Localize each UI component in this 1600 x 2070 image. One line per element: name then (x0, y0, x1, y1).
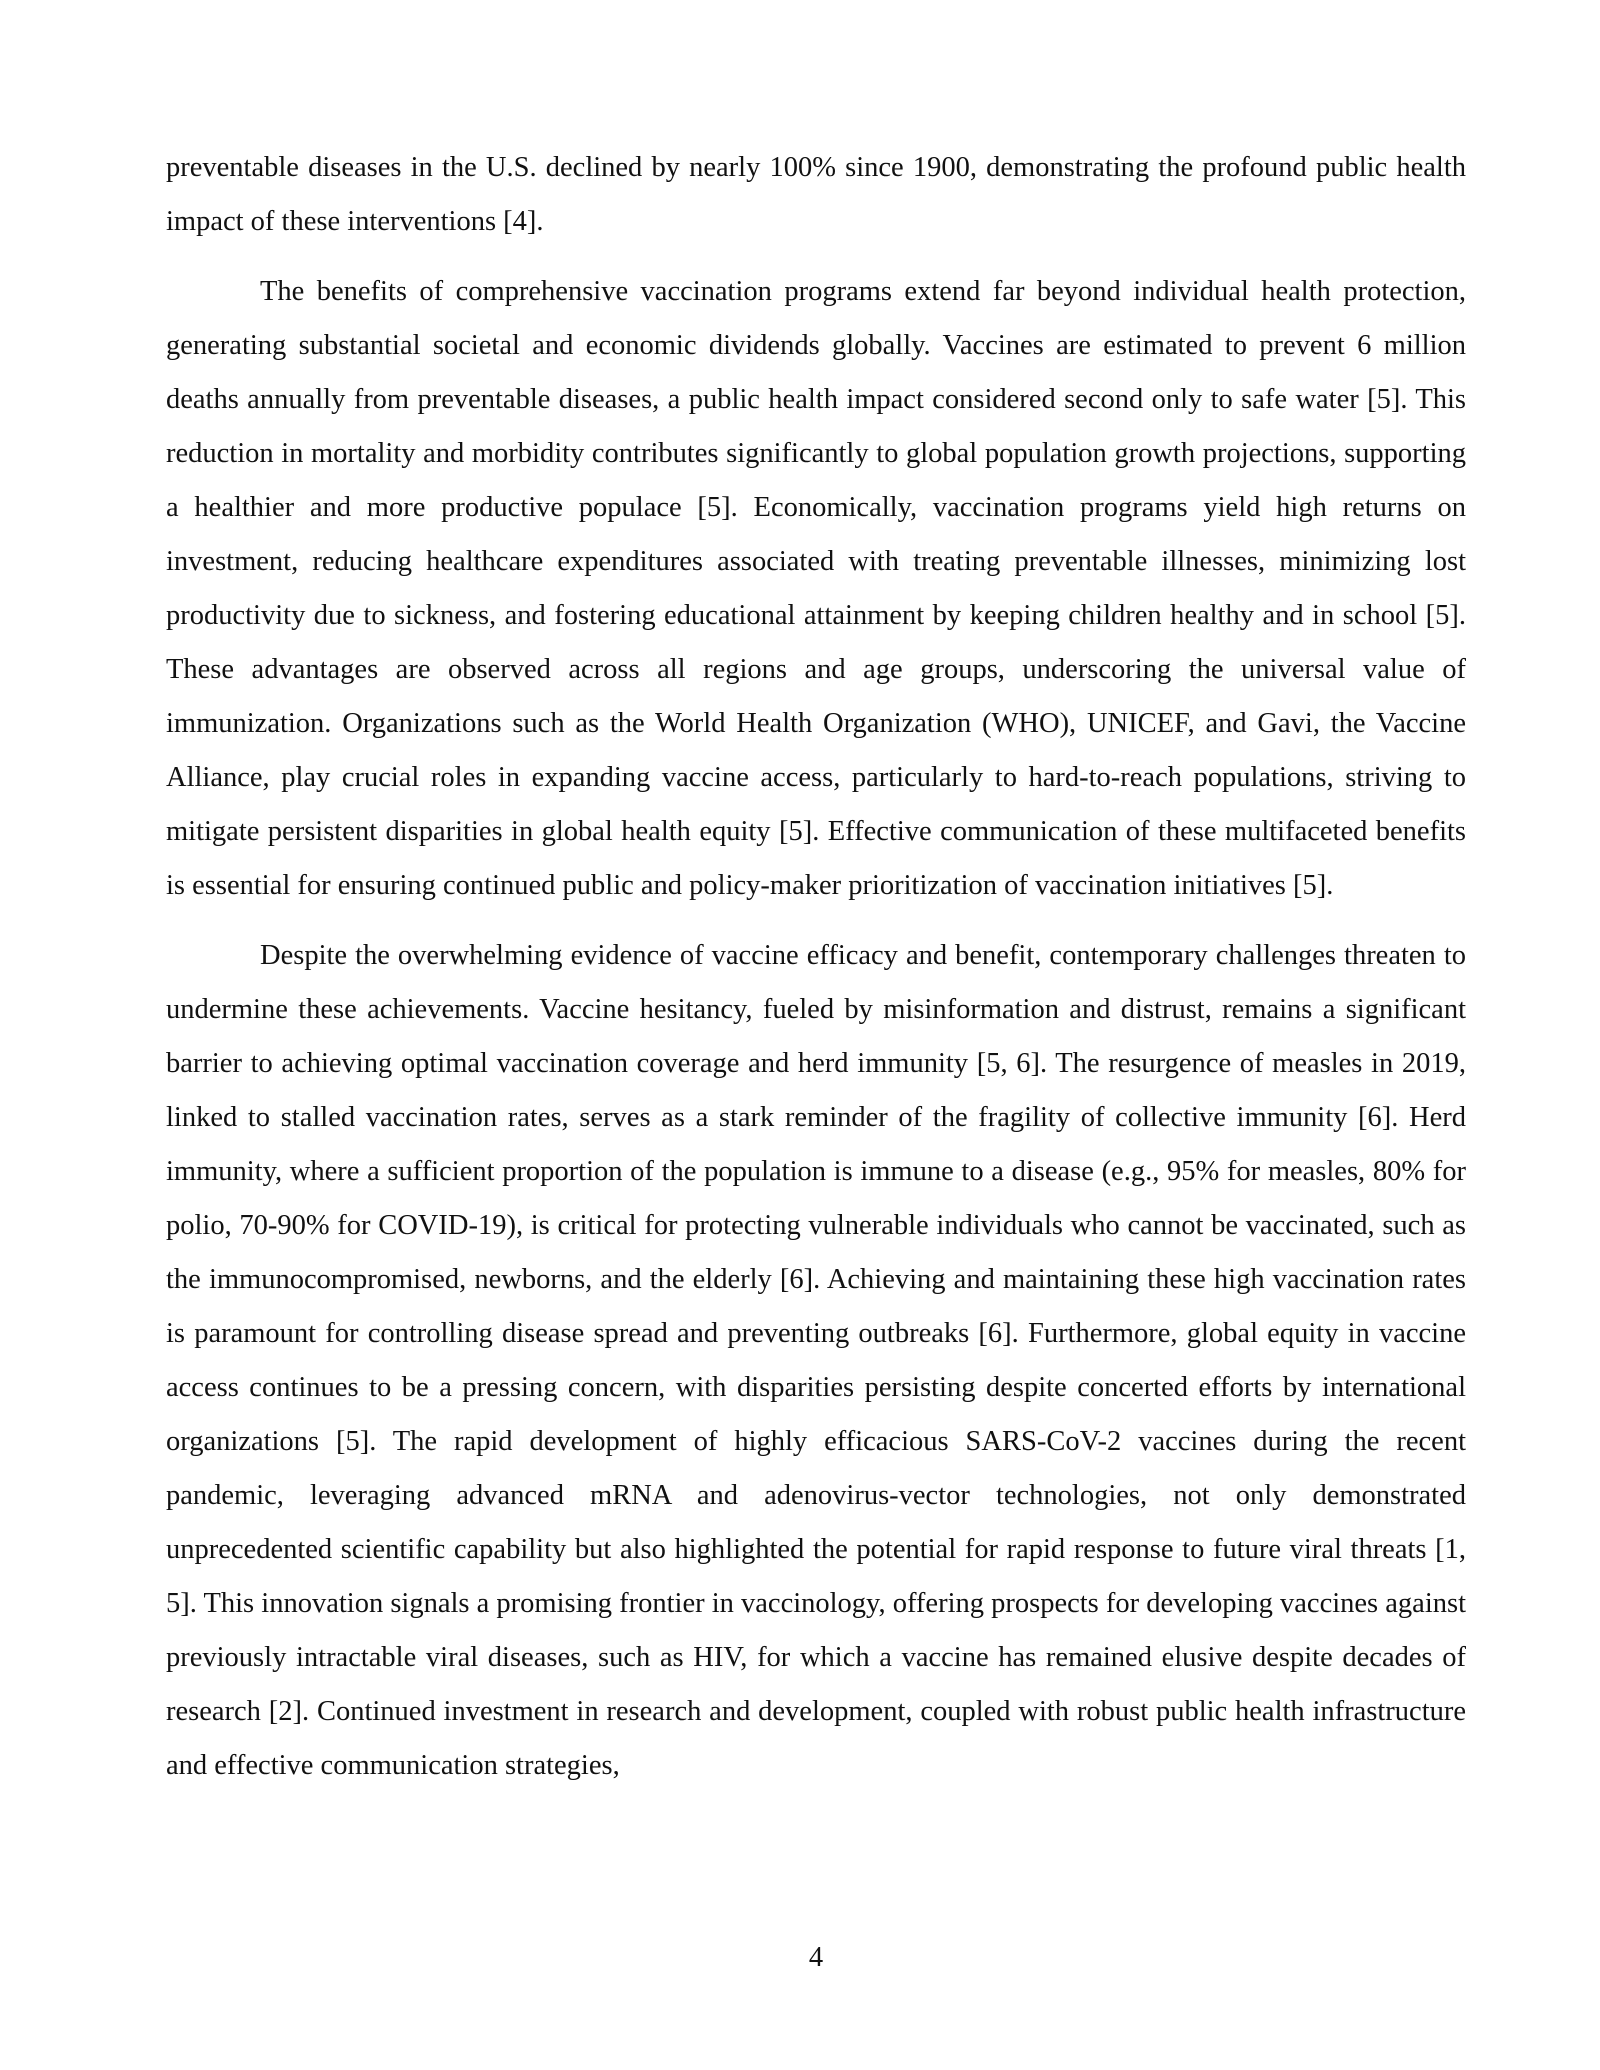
paragraph-continuation: preventable diseases in the U.S. declined by nearly 100% since 1900, demonstrating the profound public health impact of these interventions [4]. (166, 152, 1466, 237)
paragraph-vaccination-benefits: The benefits of comprehensive vaccination programs extend far beyond individual health protection, generating substantial societal and economic dividends globally. Vaccines are estimated to prevent 6 million deaths annually from preventable diseases, a public health impact considered second only to safe water [5]. This reduction in mortality and morbidity contributes significantly to global population growth projections, supporting a healthier and more productive populace [5]. Economically, vaccination programs yield high returns on investment, reducing healthcare expenditures associated with treating preventable illnesses, minimizing lost productivity due to sickness, and fostering educational attainment by keeping children healthy and in school [5]. These advantages are observed across all regions and age groups, underscoring the universal value of immunization. Organizations such as the World Health Organization (WHO), UNICEF, and Gavi, the Vaccine Alliance, play crucial roles in expanding vaccine access, particularly to hard-to-reach populations, striving to mitigate persistent disparities in global health equity [5]. Effective communication of these multifaceted benefits is essential for ensuring continued public and policy-maker prioritization of vaccination initiatives [5]. (166, 276, 1466, 901)
body-text (166, 141, 1466, 1809)
page-number: 4 (808, 1942, 824, 1973)
paragraph-contemporary-challenges: Despite the overwhelming evidence of vaccine efficacy and benefit, contemporary challenges threaten to undermine these achievements. Vaccine hesitancy, fueled by misinformation and distrust, remains a significant barrier to achieving optimal vaccination coverage and herd immunity [5, 6]. The resurgence of measles in 2019, linked to stalled vaccination rates, serves as a stark reminder of the fragility of collective immunity [6]. Herd immunity, where a sufficient proportion of the population is immune to a disease (e.g., 95% for measles, 80% for polio, 70-90% for COVID-19), is critical for protecting vulnerable individuals who cannot be vaccinated, such as the immunocompromised, newborns, and the elderly [6]. Achieving and maintaining these high vaccination rates is paramount for controlling disease spread and preventing outbreaks [6]. Furthermore, global equity in vaccine access continues to be a pressing concern, with disparities persisting despite concerted efforts by international organizations [5]. The rapid development of highly efficacious SARS-CoV-2 vaccines during the recent pandemic, leveraging advanced mRNA and adenovirus-vector technologies, not only demonstrated unprecedented scientific capability but also highlighted the potential for rapid response to future viral threats [1, 5]. This innovation signals a promising frontier in vaccinology, offering prospects for developing vaccines against previously intractable viral diseases, such as HIV, for which a vaccine has remained elusive despite decades of research [2]. Continued investment in research and development, coupled with robust public health infrastructure and effective communication strategies, (166, 940, 1466, 1781)
